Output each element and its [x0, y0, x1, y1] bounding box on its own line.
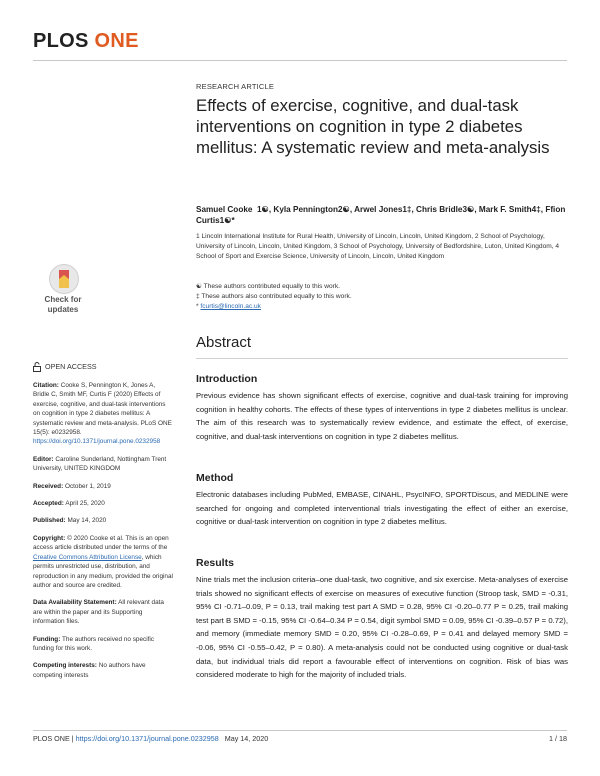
open-access-label [33, 362, 173, 372]
article-title: Effects of exercise, cognitive, and dual-task interventions on cognition in type 2 diabetes mellitus: A systematic review and meta-analysis [196, 96, 550, 157]
editor-label: Editor: [33, 455, 54, 463]
also-equal-contribution-note: ‡ These authors also contributed equally to this work. [196, 293, 352, 300]
abstract-divider [196, 358, 568, 359]
article-info-column [33, 362, 173, 688]
copyright-text-2: , which permits unrestricted use, distribution, and reproduction in any medium, provided the original author and source are credited. [33, 553, 173, 589]
copyright-text: © 2020 Cooke et al. This is an open access article distributed under the terms of the [33, 534, 169, 552]
check-for-updates-badge[interactable] [33, 264, 93, 320]
journal-name-part1: PLOS [33, 30, 89, 52]
affiliations: 1 Lincoln International Institute for Rural Health, University of Lincoln, Lincoln, United Kingdom, 2 School of Psychology, University of Lincoln, Lincoln, United Kingdom, 3 School of Psychology, University of Bedfordshire, Luton, United Kingdom, 4 School of Sport and Exercise Science, University of Lincoln, Lincoln, United Kingdom [196, 233, 560, 260]
badge-line1: Check for [44, 295, 82, 304]
data-availability-label: Data Availability Statement: [33, 599, 117, 607]
received-date: October 1, 2019 [64, 482, 111, 490]
accepted [33, 499, 173, 508]
results-heading: Results [196, 557, 234, 569]
data-availability [33, 598, 173, 626]
license-link[interactable]: Creative Commons Attribution License [33, 553, 142, 561]
page-number: 1 / 18 [549, 734, 567, 743]
footer-journal: PLOS ONE [33, 734, 70, 743]
introduction-heading: Introduction [196, 373, 258, 385]
results-text: Nine trials met the inclusion criteria–one dual-task, two cognitive, and six exercise. Meta-analyses of exercise trials showed no significant effects of exercise on measures of executive function (Stroop task, SMD = -0.31, 95% CI -0.71–0.09, P = 0.13, trail making test part A SMD = 0.28, 95% CI -0.20–0.77 P = 0.25, trail making test part B SMD = -0.15, 95% CI -0.64–0.34 P = 0.54, digit symbol SMD = 0.09, 95% CI -0.39–0.57 P = 0.72), and memory (immediate memory SMD = 0.20, 95% CI -0.28–0.69, P = 0.41 and delayed memory SMD = -0.06, 95% CI -0.55–0.42, P = 0.80). A meta-analysis could not be conducted using cognitive or dual-task data, but individual trials did report a favourable effect of interventions on cognition. Risk of bias was considered moderate to high for the majority of included trials. [196, 575, 568, 680]
funding [33, 635, 173, 654]
accepted-date: April 25, 2020 [65, 500, 105, 508]
footer-date: May 14, 2020 [224, 734, 269, 743]
citation-doi-link[interactable]: https://doi.org/10.1371/journal.pone.0232958 [33, 438, 161, 446]
data-availability-text: All relevant data are within the paper and its Supporting information files. [33, 599, 164, 626]
open-access-text: OPEN ACCESS [45, 362, 97, 372]
header-divider [33, 60, 567, 61]
published [33, 516, 173, 525]
page-footer: PLOS ONE | https://doi.org/10.1371/journal.pone.0232958 May 14, 2020 1 / 18 [33, 734, 567, 743]
funding-label: Funding: [33, 635, 61, 643]
funding-text: The authors received no specific funding for this work. [33, 635, 155, 652]
journal-name-part2: ONE [94, 30, 139, 52]
editor-text: Caroline Sunderland, Nottingham Trent University, UNITED KINGDOM [33, 455, 167, 473]
published-label: Published: [33, 517, 66, 525]
copyright-label: Copyright: [33, 534, 66, 542]
competing-interests-label: Competing interests: [33, 662, 97, 670]
citation-text: Cooke S, Pennington K, Jones A, Bridle C, Smith MF, Curtis F (2020) Effects of exercise, cognitive, and dual-task interventions on cognition in type 2 diabetes mellitus: A systematic review and meta-analysis. PLoS ONE 15(5): e0232958. [33, 382, 172, 437]
method-heading: Method [196, 472, 234, 484]
accepted-label: Accepted: [33, 500, 64, 508]
published-date: May 14, 2020 [67, 517, 107, 525]
open-lock-icon [33, 362, 41, 372]
editor [33, 455, 173, 474]
equal-contribution-note: ☯ These authors contributed equally to this work. [196, 283, 340, 290]
crossmark-icon [49, 264, 79, 294]
footer-doi-link[interactable]: https://doi.org/10.1371/journal.pone.0232958 [75, 734, 219, 743]
corresponding-email-link[interactable]: fcurtis@lincoln.ac.uk [200, 303, 261, 310]
journal-logo[interactable] [33, 30, 139, 53]
citation-label: Citation: [33, 382, 59, 389]
author-notes [196, 282, 568, 312]
badge-label [33, 295, 93, 314]
competing-interests-text: No authors have competing interests [33, 662, 146, 679]
author-list: Samuel Cooke 1☯, Kyla Pennington2☯, Arwel Jones1‡, Chris Bridle3☯, Mark F. Smith4‡, Ffion Curtis1☯* [196, 205, 566, 225]
badge-line2: updates [47, 304, 79, 314]
abstract-heading: Abstract [196, 334, 252, 351]
introduction-text: Previous evidence has shown significant effects of exercise, cognitive and dual-task training for improving cognition in healthy cohorts. The effects of these types of interventions in type 2 diabetes mellitus is unclear. The aim of this research was to systematically review evidence, and estimate the effect, of exercise, cognitive, and dual-task interventions on cognition in type 2 diabetes mellitus. [196, 391, 568, 441]
received [33, 482, 173, 491]
copyright [33, 534, 173, 590]
competing-interests [33, 661, 173, 680]
received-label: Received: [33, 482, 64, 490]
citation [33, 381, 173, 447]
corresponding-author: * fcurtis@lincoln.ac.uk [196, 303, 261, 310]
method-text: Electronic databases including PubMed, EMBASE, CINAHL, PsycINFO, SPORTDiscus, and MEDLINE were searched for ongoing and completed interventional trials investigating the effect of either an exercise, cognitive or dual-task intervention on cognition in type 2 diabetes mellitus. [196, 490, 568, 527]
footer-divider [33, 730, 567, 731]
article-type: RESEARCH ARTICLE [196, 82, 275, 91]
